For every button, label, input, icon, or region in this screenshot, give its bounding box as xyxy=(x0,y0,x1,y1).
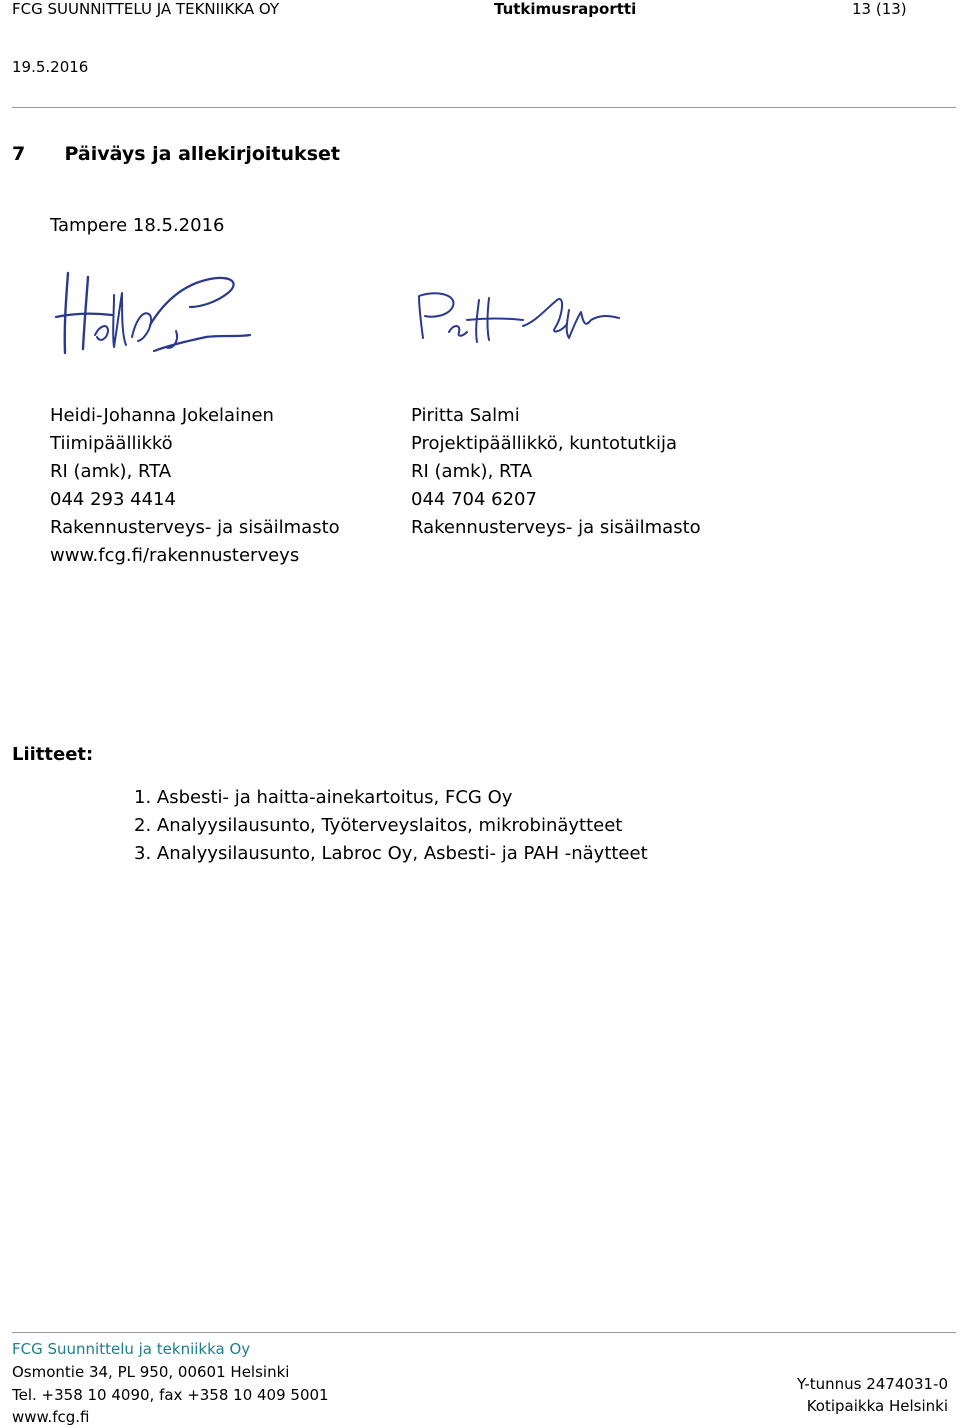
signatory-1-degree: RI (amk), RTA xyxy=(50,461,172,482)
place-date: Tampere 18.5.2016 xyxy=(50,215,225,236)
header-divider xyxy=(12,107,956,108)
section-heading xyxy=(12,143,340,165)
footer-divider xyxy=(12,1332,956,1333)
signatory-1-unit: Rakennusterveys- ja sisäilmasto xyxy=(50,517,340,538)
section-title: Päiväys ja allekirjoitukset xyxy=(64,143,340,165)
signatory-1-web-link[interactable]: www.fcg.fi/rakennusterveys xyxy=(50,545,300,566)
footer-business-id: Y-tunnus 2474031-0 xyxy=(796,1375,948,1393)
footer-contact: Tel. +358 10 4090, fax +358 10 409 5001 xyxy=(12,1386,329,1404)
signatory-1-title: Tiimipäällikkö xyxy=(50,433,173,454)
attachments-heading: Liitteet: xyxy=(12,744,94,765)
signatory-1-name: Heidi-Johanna Jokelainen xyxy=(50,405,274,426)
attachment-item: 3. Analyysilausunto, Labroc Oy, Asbesti- ja PAH -näytteet xyxy=(134,843,648,864)
signatory-2-phone: 044 704 6207 xyxy=(411,489,537,510)
footer-web-link[interactable]: www.fcg.fi xyxy=(12,1408,90,1426)
signatory-2-title: Projektipäällikkö, kuntotutkija xyxy=(411,433,678,454)
header-doc-type: Tutkimusraportti xyxy=(494,0,637,18)
signature-piritta-salmi xyxy=(405,288,625,350)
attachment-item: 2. Analyysilausunto, Työterveyslaitos, mikrobinäytteet xyxy=(134,815,623,836)
section-number: 7 xyxy=(12,143,26,165)
footer-domicile: Kotipaikka Helsinki xyxy=(806,1397,948,1415)
signature-heidi-johanna-jokelainen xyxy=(50,265,260,365)
signatory-2-degree: RI (amk), RTA xyxy=(411,461,533,482)
header-company: FCG SUUNNITTELU JA TEKNIIKKA OY xyxy=(12,0,280,18)
header-page-number: 13 (13) xyxy=(852,0,907,18)
header-date: 19.5.2016 xyxy=(12,58,89,76)
footer-address: Osmontie 34, PL 950, 00601 Helsinki xyxy=(12,1363,290,1381)
signatory-2-unit: Rakennusterveys- ja sisäilmasto xyxy=(411,517,701,538)
signatory-2-name: Piritta Salmi xyxy=(411,405,520,426)
footer-company: FCG Suunnittelu ja tekniikka Oy xyxy=(12,1340,251,1358)
attachment-item: 1. Asbesti- ja haitta-ainekartoitus, FCG Oy xyxy=(134,787,513,808)
signatory-1-phone: 044 293 4414 xyxy=(50,489,176,510)
